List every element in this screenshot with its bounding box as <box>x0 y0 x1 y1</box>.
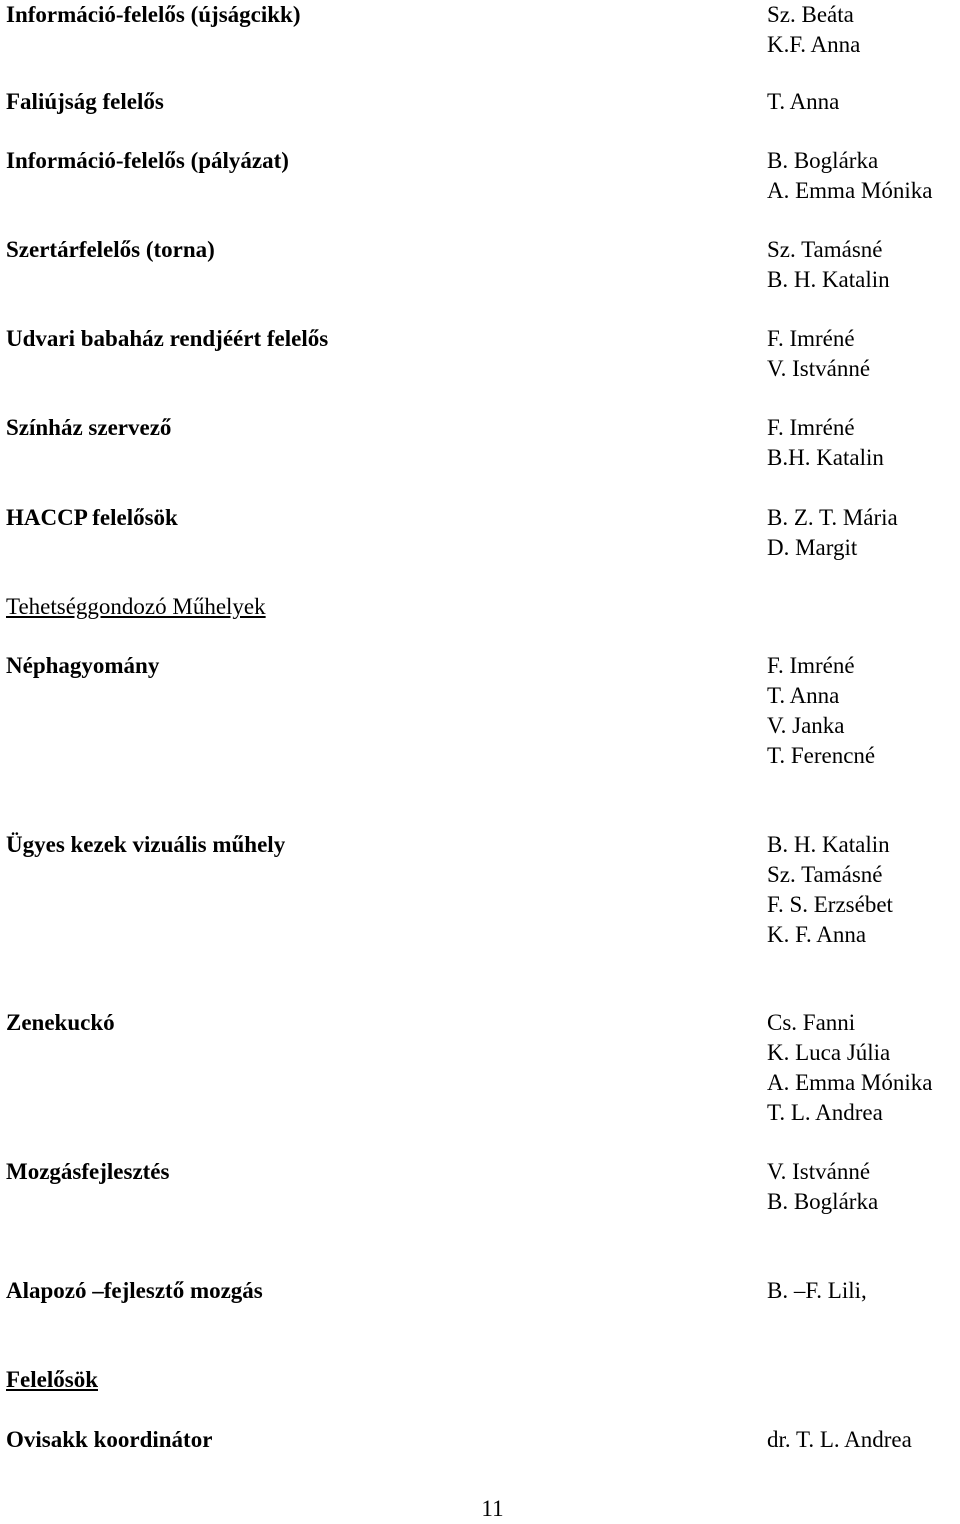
section-heading-workshops: Tehetséggondozó Műhelyek <box>6 594 266 619</box>
person-name: V. Janka <box>767 713 845 738</box>
role-label: Szertárfelelős (torna) <box>6 237 215 262</box>
person-name: Cs. Fanni <box>767 1010 856 1035</box>
person-name: K. F. Anna <box>767 922 867 947</box>
role-label: Információ-felelős (újságcikk) <box>6 2 301 27</box>
person-name: D. Margit <box>767 535 858 560</box>
person-name: T. Ferencné <box>767 743 876 768</box>
person-name: B. Boglárka <box>767 1189 879 1214</box>
name-list <box>767 235 890 295</box>
role-label: Néphagyomány <box>6 653 160 678</box>
person-name: T. Anna <box>767 683 840 708</box>
page-number: 11 <box>481 1496 504 1521</box>
role-label: Információ-felelős (pályázat) <box>6 148 289 173</box>
person-name: A. Emma Mónika <box>767 1070 933 1095</box>
name-list <box>767 503 898 563</box>
person-name: F. Imréné <box>767 653 855 678</box>
person-name: B. H. Katalin <box>767 832 890 857</box>
role-label: Faliújság felelős <box>6 89 164 114</box>
person-name: A. Emma Mónika <box>767 178 933 203</box>
name-list <box>767 651 875 771</box>
person-name: F. Imréné <box>767 415 855 440</box>
name-list <box>767 146 932 206</box>
person-name: B. Boglárka <box>767 148 879 173</box>
person-name: T. Anna <box>767 89 840 114</box>
role-label: HACCP felelősök <box>6 505 178 530</box>
person-name: Sz. Tamásné <box>767 862 883 887</box>
person-name: V. Istvánné <box>767 1159 871 1184</box>
person-name: Sz. Tamásné <box>767 237 883 262</box>
role-label: Zenekuckó <box>6 1010 115 1035</box>
person-name: F. S. Erzsébet <box>767 892 893 917</box>
name-list <box>767 1008 932 1128</box>
person-name: B. –F. Lili, <box>767 1278 867 1303</box>
person-name: V. Istvánné <box>767 356 871 381</box>
name-list <box>767 87 839 117</box>
name-list <box>767 830 893 950</box>
person-name: Sz. Beáta <box>767 2 854 27</box>
role-label: Udvari babaház rendjéért felelős <box>6 326 329 351</box>
person-name: K.F. Anna <box>767 32 861 57</box>
name-list <box>767 1276 867 1306</box>
name-list <box>767 413 884 473</box>
role-label: Alapozó –fejlesztő mozgás <box>6 1278 263 1303</box>
person-name: T. L. Andrea <box>767 1100 883 1125</box>
name-list <box>767 1157 878 1217</box>
role-label: Ügyes kezek vizuális műhely <box>6 832 286 857</box>
role-label: Ovisakk koordinátor <box>6 1427 213 1452</box>
role-label: Mozgásfejlesztés <box>6 1159 170 1184</box>
name-list <box>767 324 870 384</box>
name-list <box>767 1425 912 1455</box>
person-name: F. Imréné <box>767 326 855 351</box>
role-label: Színház szervező <box>6 415 172 440</box>
person-name: B.H. Katalin <box>767 445 884 470</box>
person-name: B. H. Katalin <box>767 267 890 292</box>
person-name: dr. T. L. Andrea <box>767 1427 912 1452</box>
person-name: K. Luca Júlia <box>767 1040 891 1065</box>
section-heading-responsibles: Felelősök <box>6 1367 98 1392</box>
name-list <box>767 0 860 60</box>
person-name: B. Z. T. Mária <box>767 505 898 530</box>
